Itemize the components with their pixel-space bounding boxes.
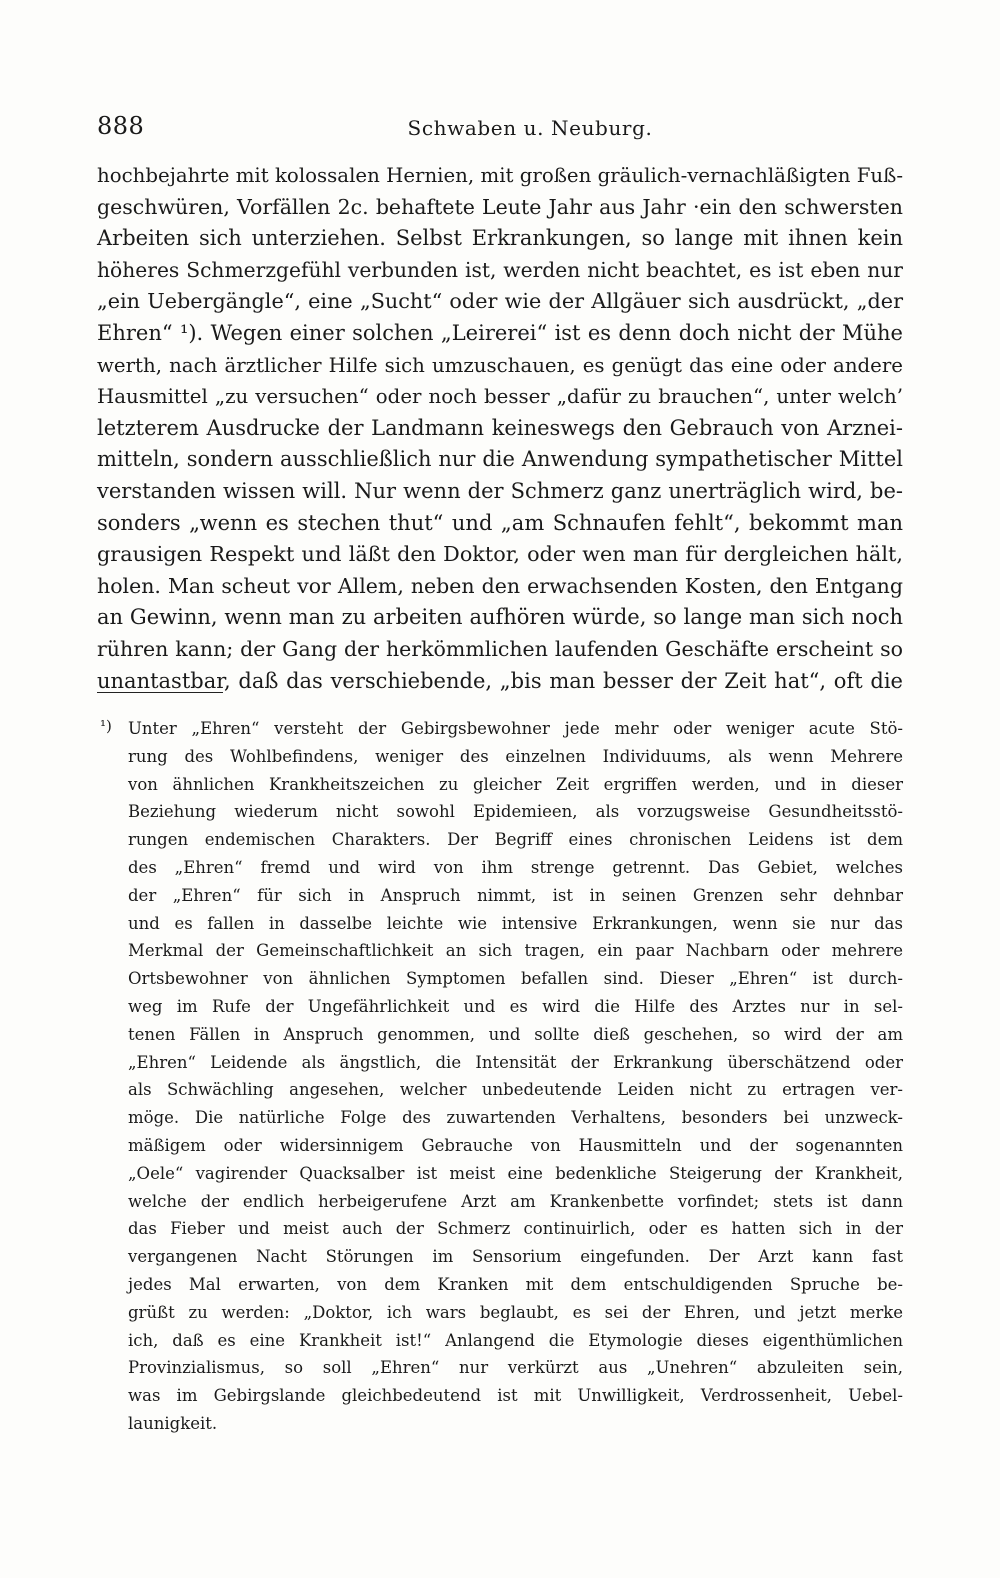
text-line: grausigen Respekt und läßt den Doktor, oder wen man für dergleichen hält, — [97, 542, 903, 567]
footnote-line: mäßigem oder widersinnigem Gebrauche von Hausmitteln und der sogenannten — [128, 1135, 903, 1155]
footnote-separator — [97, 692, 223, 693]
text-line: Arbeiten sich unterziehen. Selbst Erkrankungen, so lange mit ihnen kein — [97, 226, 903, 251]
text-line: rühren kann; der Gang der herkömmlichen laufenden Geschäfte erscheint so — [97, 636, 903, 661]
footnote — [100, 715, 903, 1438]
footnote-line: Beziehung wiederum nicht sowohl Epidemieen, als vorzugsweise Gesundheitsstö- — [128, 802, 903, 822]
text-line: letzterem Ausdrucke der Landmann keineswegs den Gebrauch von Arznei- — [97, 415, 903, 440]
footnote-line: von ähnlichen Krankheitszeichen zu gleicher Zeit ergriffen werden, und in dieser — [128, 774, 903, 794]
footnote-line: welche der endlich herbeigerufene Arzt am Krankenbette vorfindet; stets ist dann — [128, 1191, 903, 1211]
text-line: werth, nach ärztlicher Hilfe sich umzuschauen, es genügt das eine oder andere — [97, 353, 903, 377]
text-line: unantastbar, daß das verschiebende, „bis man besser der Zeit hat“, oft die — [97, 668, 903, 693]
text-line: sonders „wenn es stechen thut“ und „am Schnaufen fehlt“, bekommt man — [97, 510, 903, 535]
footnote-line: jedes Mal erwarten, von dem Kranken mit dem entschuldigenden Spruche be- — [128, 1274, 903, 1294]
footnote-line: Merkmal der Gemeinschaftlichkeit an sich tragen, ein paar Nachbarn oder mehrere — [128, 941, 903, 961]
text-line: verstanden wissen will. Nur wenn der Schmerz ganz unerträglich wird, be- — [97, 478, 903, 503]
page-header — [97, 112, 903, 144]
footnote-line: möge. Die natürliche Folge des zuwartenden Verhaltens, besonders bei unzweck- — [128, 1108, 903, 1128]
text-line: Hausmittel „zu versuchen“ oder noch besser „dafür zu brauchen“, unter welch’ — [97, 385, 903, 409]
footnote-line: „Oele“ vagirender Quacksalber ist meist eine bedenkliche Steigerung der Krankheit, — [128, 1163, 903, 1183]
footnote-line: vergangenen Nacht Störungen im Sensorium eingefunden. Der Arzt kann fast — [128, 1247, 903, 1267]
footnote-line: rungen endemischen Charakters. Der Begriff eines chronischen Leidens ist dem — [128, 830, 903, 850]
footnote-line: „Ehren“ Leidende als ängstlich, die Intensität der Erkrankung überschätzend oder — [128, 1052, 903, 1072]
text-line: „ein Uebergängle“, eine „Sucht“ oder wie der Allgäuer sich ausdrückt, „der — [97, 289, 903, 314]
footnote-line: und es fallen in dasselbe leichte wie intensive Erkrankungen, wenn sie nur das — [128, 913, 903, 933]
footnote-line: der „Ehren“ für sich in Anspruch nimmt, ist in seinen Grenzen sehr dehnbar — [128, 885, 903, 905]
footnote-line: launigkeit. — [128, 1413, 218, 1433]
footnote-line: rung des Wohlbefindens, weniger des einzelnen Individuums, als wenn Mehrere — [128, 746, 903, 766]
footnote-line: tenen Fällen in Anspruch genommen, und sollte dieß geschehen, so wird der am — [128, 1024, 903, 1044]
footnote-line: ich, daß es eine Krankheit ist!“ Anlangend die Etymologie dieses eigenthümlichen — [128, 1330, 903, 1350]
text-line: holen. Man scheut vor Allem, neben den erwachsenden Kosten, den Entgang — [97, 573, 903, 598]
footnote-line: das Fieber und meist auch der Schmerz continuirlich, oder es hatten sich in der — [128, 1219, 903, 1239]
footnote-line: des „Ehren“ fremd und wird von ihm strenge getrennt. Das Gebiet, welches — [128, 857, 903, 877]
page-number: 888 — [97, 112, 145, 140]
footnote-marker: ¹) — [100, 717, 112, 735]
footnote-line: Ortsbewohner von ähnlichen Symptomen befallen sind. Dieser „Ehren“ ist durch- — [128, 969, 903, 989]
text-line: hochbejahrte mit kolossalen Hernien, mit großen gräulich-vernachläßigten Fuß- — [97, 164, 903, 187]
text-line: mitteln, sondern ausschließlich nur die Anwendung sympathetischer Mittel — [97, 447, 903, 472]
footnote-line: was im Gebirgslande gleichbedeutend ist mit Unwilligkeit, Verdrossenheit, Uebel- — [128, 1386, 903, 1406]
footnote-line: weg im Rufe der Ungefährlichkeit und es wird die Hilfe des Arztes nur in sel- — [128, 996, 903, 1016]
running-title: Schwaben u. Neuburg. — [407, 116, 653, 140]
footnote-line-text: Unter „Ehren“ versteht der Gebirgsbewohner jede mehr oder weniger acute Stö- — [128, 719, 903, 738]
footnote-line: Provinzialismus, so soll „Ehren“ nur verkürzt aus „Unehren“ abzuleiten sein, — [128, 1358, 903, 1378]
text-line: an Gewinn, wenn man zu arbeiten aufhören würde, so lange man sich noch — [97, 605, 903, 630]
footnote-line — [100, 715, 903, 743]
main-text — [97, 160, 903, 697]
text-line: geschwüren, Vorfällen 2c. behaftete Leute Jahr aus Jahr ·ein den schwersten — [97, 194, 903, 219]
text-line: Ehren“ ¹). Wegen einer solchen „Leirerei“ ist es denn doch nicht der Mühe — [97, 320, 903, 345]
text-line: höheres Schmerzgefühl verbunden ist, werden nicht beachtet, es ist eben nur — [97, 257, 903, 282]
footnote-line: als Schwächling angesehen, welcher unbedeutende Leiden nicht zu ertragen ver- — [128, 1080, 903, 1100]
footnote-line: grüßt zu werden: „Doktor, ich wars beglaubt, es sei der Ehren, und jetzt merke — [128, 1302, 903, 1322]
